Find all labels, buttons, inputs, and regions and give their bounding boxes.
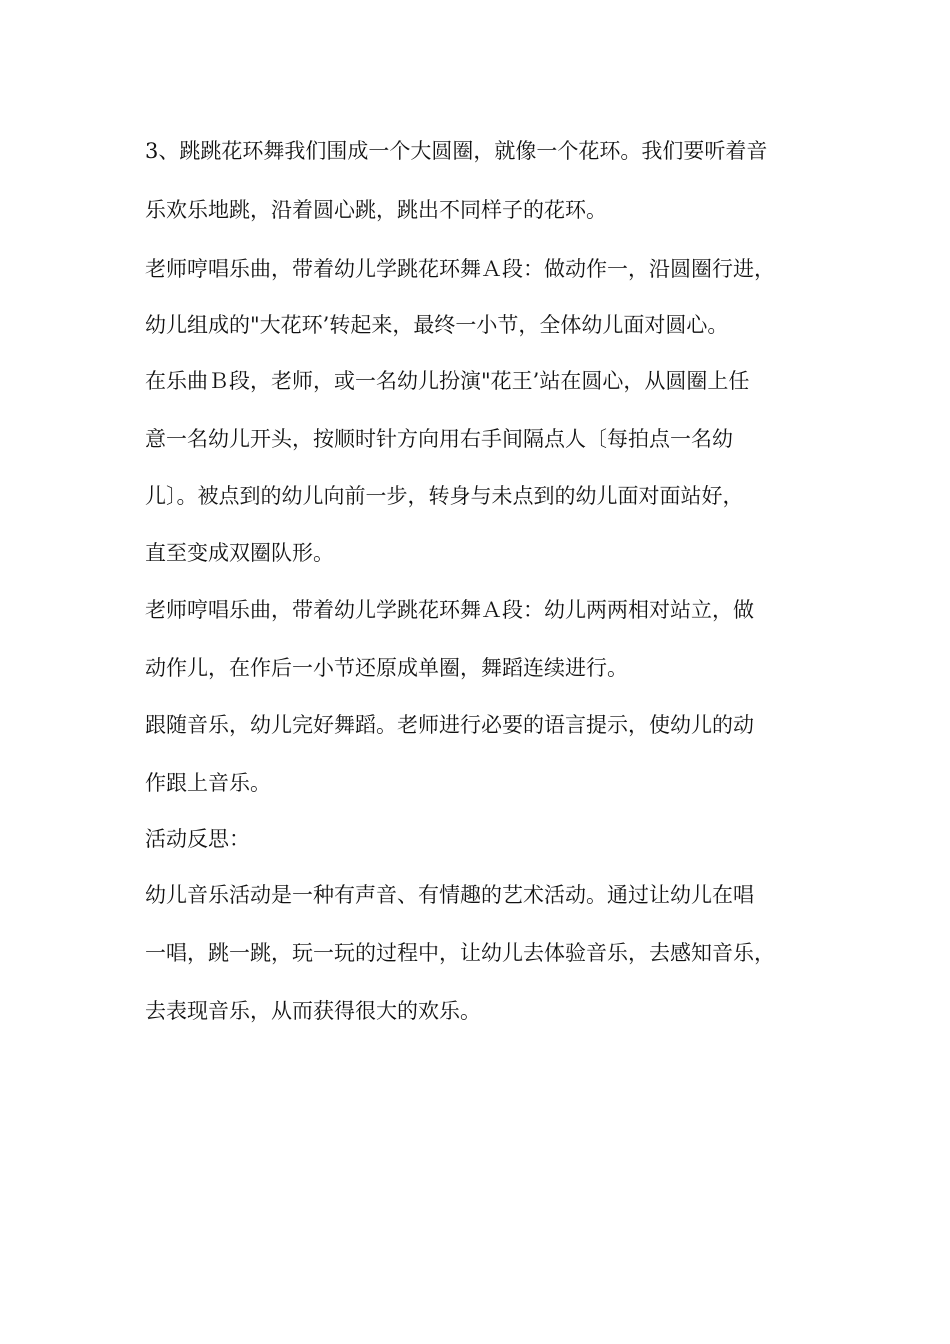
text-line: 老师哼唱乐曲，带着幼儿学跳花环舞Ａ段：做动作一，沿圆圈行进， (145, 257, 775, 281)
text-line: 跟随音乐，幼儿完好舞蹈。老师进行必要的语言提示，使幼儿的动 (145, 713, 754, 737)
text-line: 幼儿音乐活动是一种有声音、有情趣的艺术活动。通过让幼儿在唱 (145, 883, 754, 907)
text-line: 一唱，跳一跳，玩一玩的过程中，让幼儿去体验音乐，去感知音乐， (145, 941, 775, 965)
text-line: 动作儿，在作后一小节还原成单圈，舞蹈连续进行。 (145, 656, 628, 680)
text-line: 幼儿组成的"大花环’转起来，最终一小节，全体幼儿面对圆心。 (145, 313, 729, 337)
text-line: 在乐曲Ｂ段，老师，或一名幼儿扮演"花王’站在圆心，从圆圈上任 (145, 369, 750, 393)
text-line: 乐欢乐地跳，沿着圆心跳，跳出不同样子的花环。 (145, 198, 607, 222)
text-line: 儿〕。被点到的幼儿向前一步，转身与未点到的幼儿面对面站好， (145, 484, 744, 508)
text-line: 老师哼唱乐曲，带着幼儿学跳花环舞Ａ段：幼儿两两相对站立，做 (145, 598, 754, 622)
text-line: 作跟上音乐。 (145, 771, 271, 795)
text-line: 3、跳跳花环舞我们围成一个大圆圈，就像一个花环。我们要听着音 (145, 139, 768, 163)
text-line: 直至变成双圈队形。 (145, 541, 334, 565)
text-line: 去表现音乐，从而获得很大的欢乐。 (145, 999, 481, 1023)
section-heading: 活动反思： (145, 827, 250, 851)
text-line: 意一名幼儿开头，按顺时针方向用右手间隔点人〔每拍点一名幼 (145, 427, 733, 451)
